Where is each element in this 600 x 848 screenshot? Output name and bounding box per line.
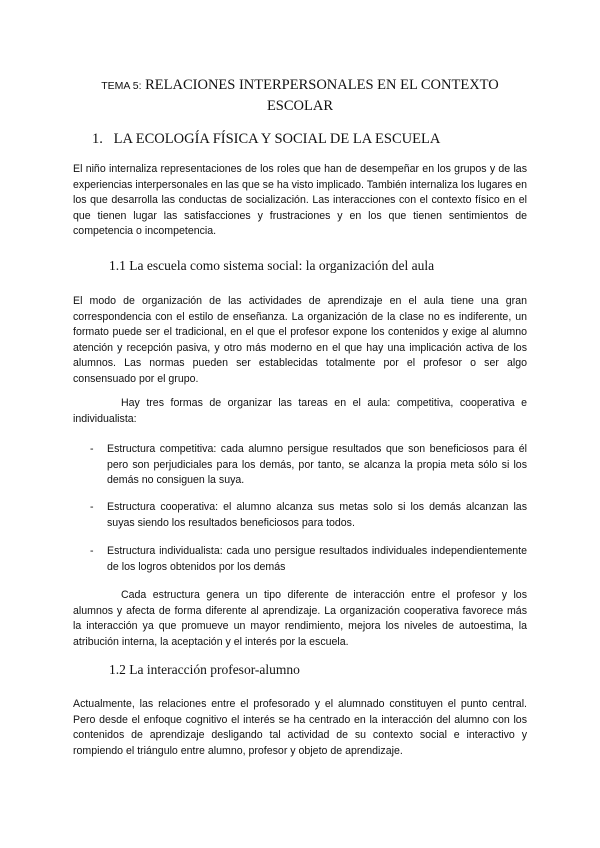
bullet-item <box>73 544 527 575</box>
section-1-1-heading: 1.1 La escuela como sistema social: la organización del aula <box>109 258 435 273</box>
document-title <box>80 75 520 116</box>
bullet-text-cooperativa: Estructura cooperativa: el alumno alcanza sus metas solo si los demás alcanzan las suyas siendo los resultados beneficiosos para todos. <box>107 501 527 529</box>
bullet-marker: - <box>90 443 94 455</box>
section-1-1-paragraph-3: Cada estructura genera un tipo diferente de interacción entre el profesor y los alumnos y afecta de forma diferente al aprendizaje. La organización cooperativa favorece más la interacción ya que promueve un mayor rendimiento, mejora los niveles de autoestima, la atribución interna, la aceptación y el interés por la escuela. <box>73 589 527 648</box>
bullet-text-competitiva: Estructura competitiva: cada alumno persigue resultados que son beneficiosos para él pero son perjudiciales para los demás, por tanto, se alcanza la propia meta sólo si los demás no consiguen la suya. <box>107 443 527 487</box>
section-1-2-paragraph: Actualmente, las relaciones entre el profesorado y el alumnado constituyen el punto central. Pero desde el enfoque cognitivo el interés se ha centrado en la interacción del alumno con los contenidos de aprendizaje desligando tal actividad de su contexto social e interactivo y rompiendo el triángulo entre alumno, profesor y objeto de aprendizaje. <box>73 698 527 757</box>
section-1-1-paragraph-1: El modo de organización de las actividades de aprendizaje en el aula tiene una gran correspondencia con el estilo de enseñanza. La organización de la clase no es indiferente, un formato puede ser el tradicional, en el que el profesor expone los contenidos y exige al alumno atención y recepción pasiva, y otro más moderno en el que hay una implicación activa de los alumnos. Las normas pueden ser establecidas totalmente por el profesor o ser algo consensuado por el grupo. <box>73 295 527 385</box>
bullet-marker: - <box>90 545 94 557</box>
bullet-marker: - <box>90 501 94 513</box>
bullet-item <box>73 442 527 489</box>
section-1-paragraph: El niño internaliza representaciones de los roles que han de desempeñar en los grupos y de las experiencias interpersonales en las que se ha visto implicado. También internaliza los lugares en los que desarrolla las conductas de socialización. Las interacciones con el contexto físico en el que tienen lugar las satisfacciones y frustraciones y en los que tienen sentimientos de competencia o incompetencia. <box>73 163 527 238</box>
section-1-number: 1. <box>92 131 103 147</box>
title-prefix: TEMA 5: <box>101 80 142 92</box>
section-1-1-paragraph-2: Hay tres formas de organizar las tareas en el aula: competitiva, cooperativa e individualista: <box>73 397 527 425</box>
bullet-text-individualista: Estructura individualista: cada uno persigue resultados individuales independientemente de los logros obtenidos por los demás <box>107 545 527 573</box>
bullet-item <box>73 500 527 531</box>
section-1-2-heading: 1.2 La interacción profesor-alumno <box>109 662 300 677</box>
section-1-heading <box>92 131 440 148</box>
title-text: RELACIONES INTERPERSONALES EN EL CONTEXTO ESCOLAR <box>145 77 499 114</box>
section-1-heading-text: LA ECOLOGÍA FÍSICA Y SOCIAL DE LA ESCUELA <box>113 131 441 147</box>
